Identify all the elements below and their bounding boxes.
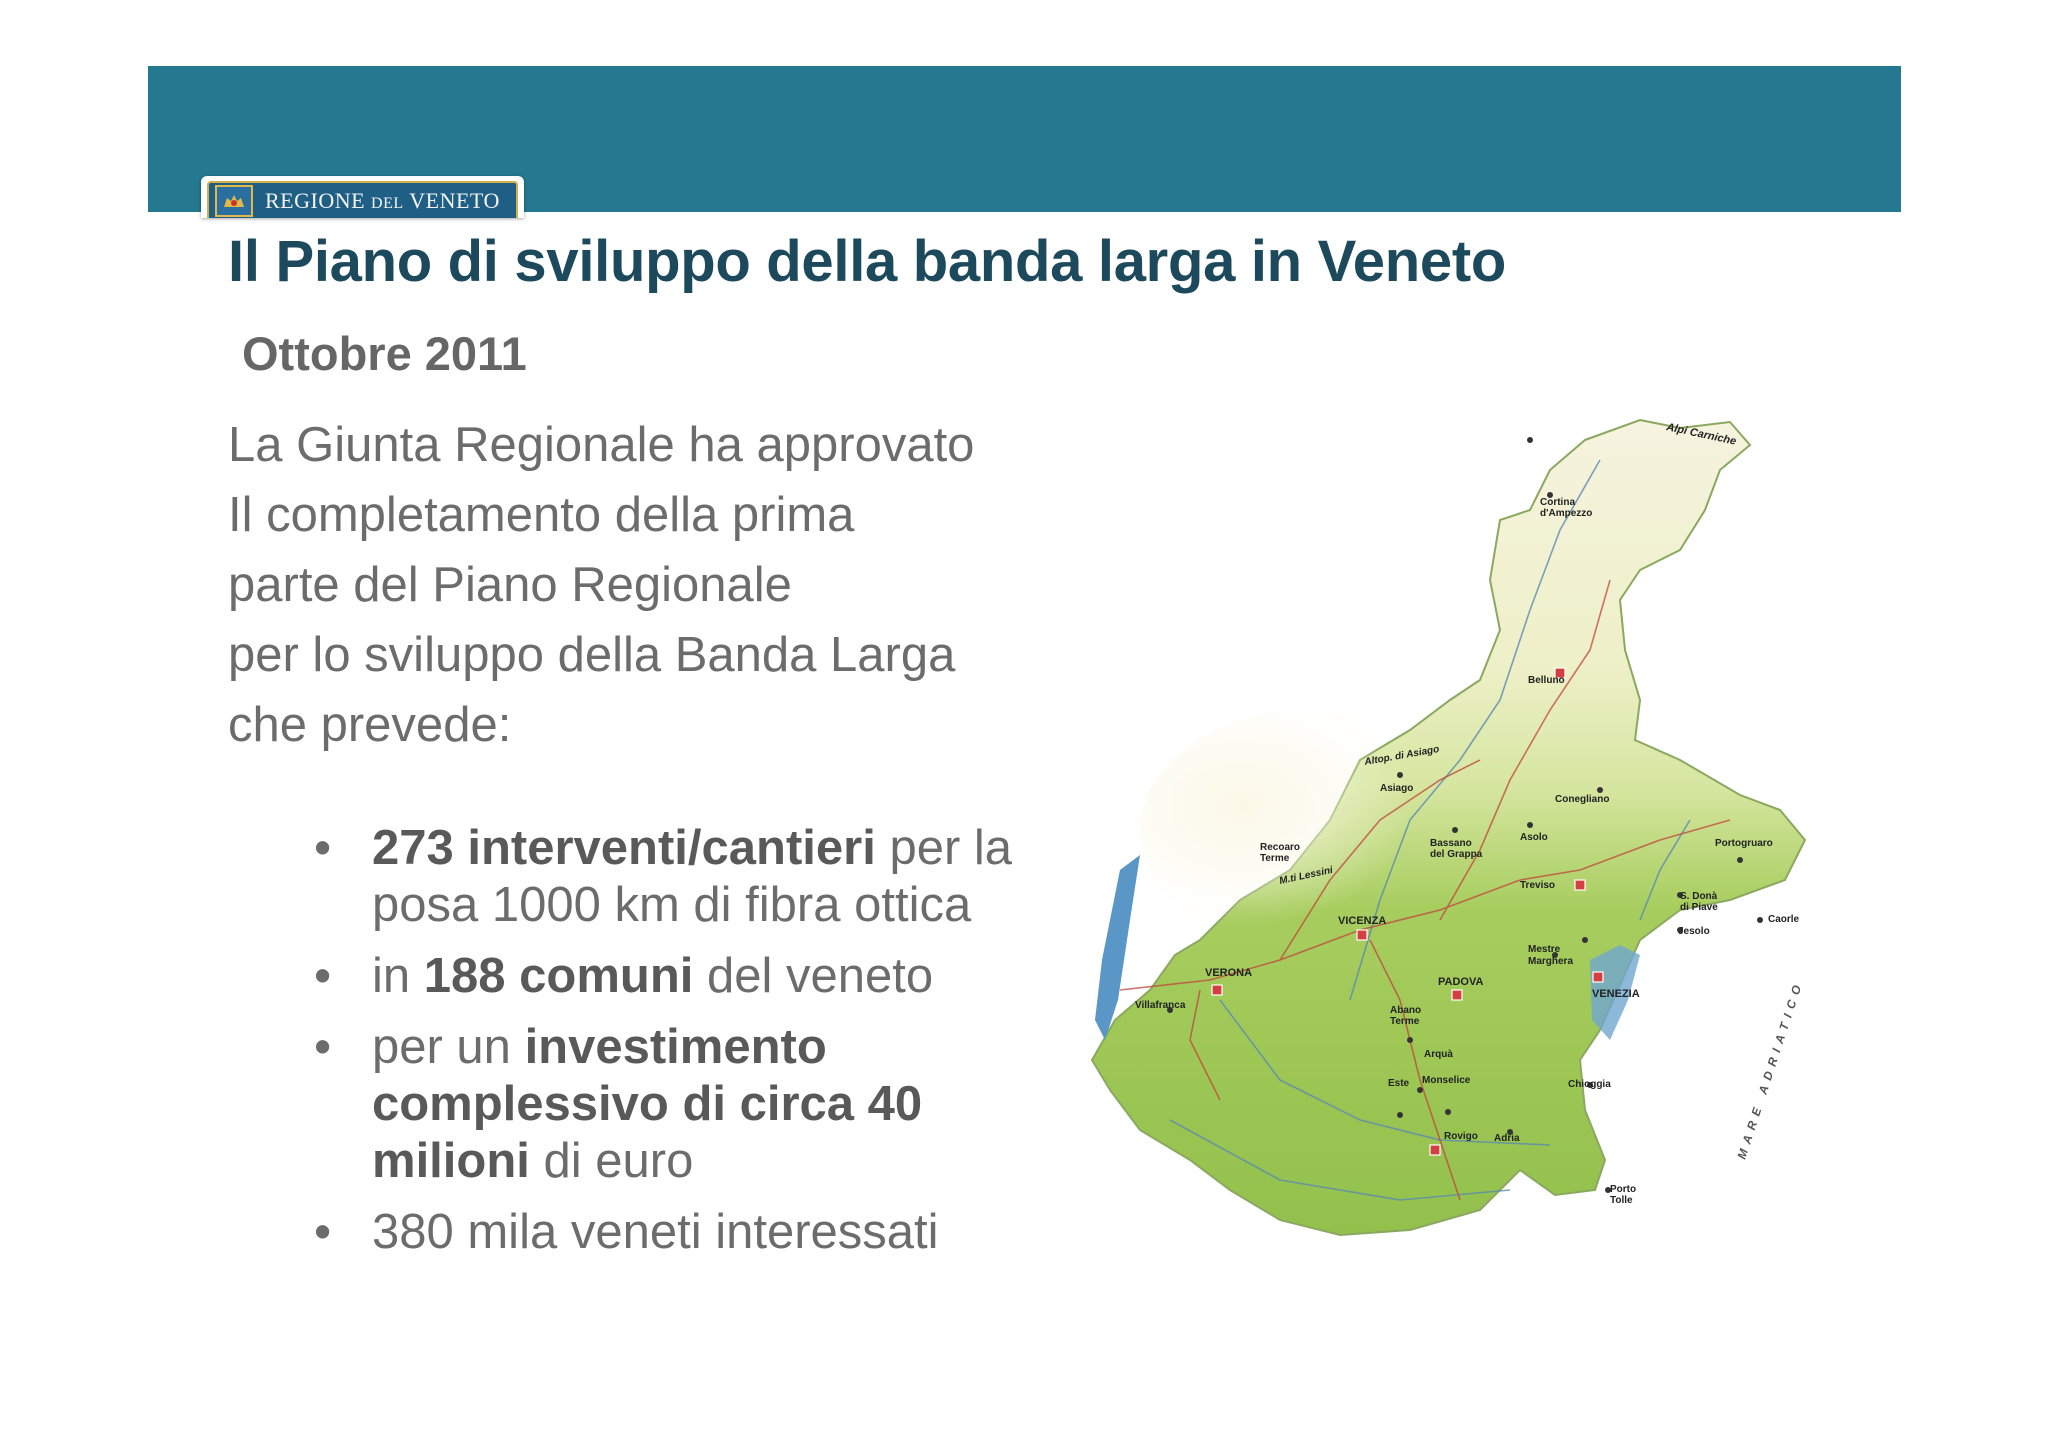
intro-line: Il completamento della prima — [228, 488, 855, 542]
svg-text:Chioggia: Chioggia — [1568, 1079, 1611, 1090]
intro-line: La Giunta Regionale ha approvato — [228, 418, 975, 472]
lion-emblem-icon — [215, 185, 253, 217]
svg-text:Jesolo: Jesolo — [1678, 926, 1710, 937]
svg-text:MARE ADRIATICO: MARE ADRIATICO — [1734, 977, 1806, 1161]
svg-text:Altop. di Asiago: Altop. di Asiago — [1363, 743, 1441, 768]
bullet-item: • 273 interventi/cantieri per la posa 1000 km di fibra ottica — [314, 820, 1054, 934]
svg-text:Abano: Abano — [1390, 1005, 1422, 1016]
intro-line: parte del Piano Regionale — [228, 558, 792, 612]
svg-text:Asiago: Asiago — [1380, 783, 1414, 794]
intro-paragraph — [228, 410, 974, 760]
svg-text:Terme: Terme — [1390, 1016, 1420, 1027]
svg-text:PADOVA: PADOVA — [1438, 976, 1484, 988]
bullet-list — [314, 820, 1054, 1275]
svg-text:del Grappa: del Grappa — [1430, 849, 1483, 860]
svg-text:Portogruaro: Portogruaro — [1715, 838, 1773, 849]
svg-text:Conegliano: Conegliano — [1555, 794, 1610, 805]
svg-text:Cortina: Cortina — [1540, 497, 1575, 508]
svg-text:M.ti Lessini: M.ti Lessini — [1278, 864, 1334, 887]
svg-text:Asolo: Asolo — [1520, 832, 1548, 843]
svg-text:Porto: Porto — [1610, 1184, 1637, 1195]
svg-text:VERONA: VERONA — [1205, 967, 1253, 979]
svg-text:di Piave: di Piave — [1680, 902, 1718, 913]
svg-text:Alpi Carniche: Alpi Carniche — [1665, 421, 1738, 448]
svg-text:Monselice: Monselice — [1422, 1075, 1471, 1086]
slide-title: Il Piano di sviluppo della banda larga in Veneto — [228, 229, 1506, 294]
svg-text:VENEZIA: VENEZIA — [1592, 988, 1640, 1000]
svg-text:Arquà: Arquà — [1424, 1049, 1453, 1060]
svg-text:Marghera: Marghera — [1528, 956, 1574, 967]
svg-text:Terme: Terme — [1260, 853, 1290, 864]
intro-line: per lo sviluppo della Banda Larga — [228, 628, 956, 682]
svg-text:Mestre: Mestre — [1528, 944, 1561, 955]
regione-veneto-logo — [201, 176, 524, 218]
svg-text:Tolle: Tolle — [1610, 1195, 1633, 1206]
svg-text:Recoaro: Recoaro — [1260, 842, 1301, 853]
svg-text:Este: Este — [1388, 1078, 1410, 1089]
intro-line: che prevede: — [228, 698, 512, 752]
bullet-item: • in 188 comuni del veneto — [314, 948, 1054, 1005]
svg-text:Treviso: Treviso — [1520, 880, 1556, 891]
slide-subtitle: Ottobre 2011 — [242, 327, 527, 380]
svg-text:S. Donà: S. Donà — [1680, 891, 1718, 902]
svg-text:Villafranca: Villafranca — [1135, 1000, 1186, 1011]
svg-text:Bassano: Bassano — [1430, 838, 1472, 849]
veneto-map — [1080, 400, 1840, 1280]
bullet-item: • per un investimento complessivo di circa 40 milioni di euro — [314, 1019, 1054, 1190]
svg-text:Caorle: Caorle — [1768, 914, 1800, 925]
svg-text:Rovigo: Rovigo — [1444, 1131, 1478, 1142]
svg-text:Adria: Adria — [1494, 1133, 1520, 1144]
svg-text:Belluno: Belluno — [1528, 675, 1565, 686]
svg-text:d'Ampezzo: d'Ampezzo — [1540, 508, 1593, 519]
svg-text:VICENZA: VICENZA — [1338, 915, 1387, 927]
bullet-item: • 380 mila veneti interessati — [314, 1204, 1054, 1261]
logo-text: REGIONE DEL VENETO — [265, 187, 500, 213]
